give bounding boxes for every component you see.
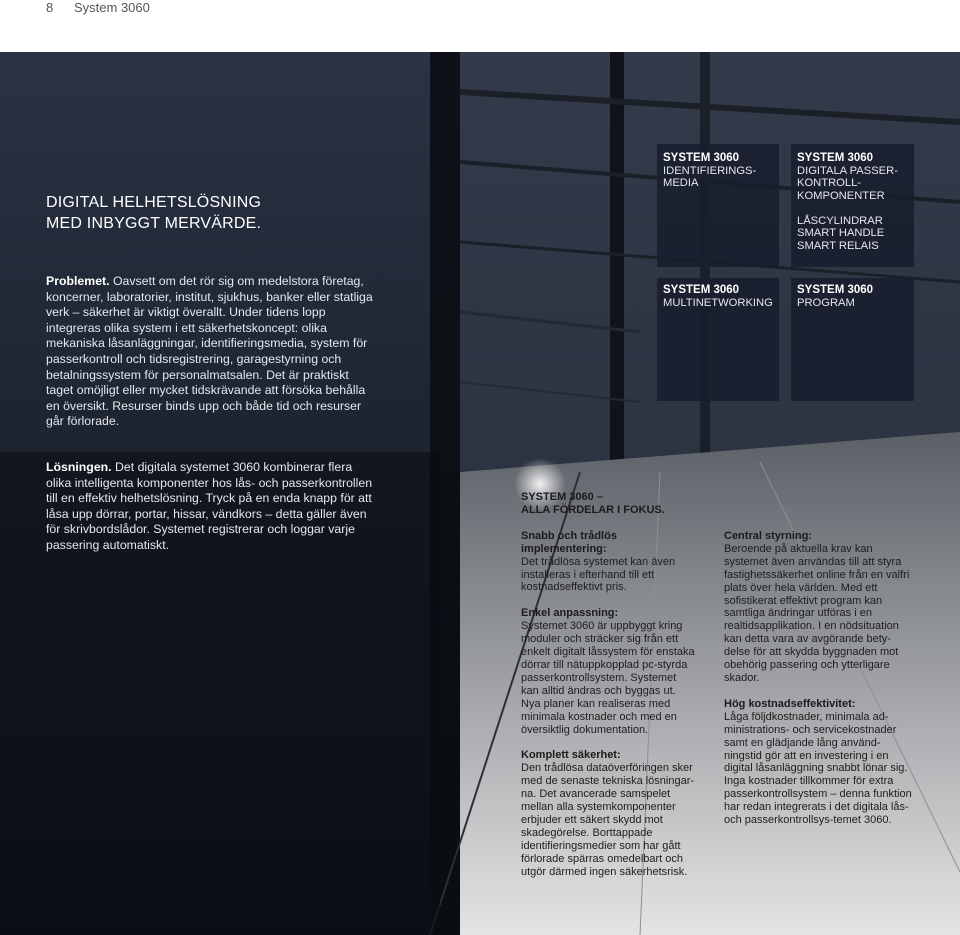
advantage-text: Den trådlösa dataöverföringen sker med de senaste tekniska lösningar-na. Det avancerade samspelet mellan alla systemkomponenter erbjuder ett säkert skydd mot skadegörelse. Borttappade identifieringsmedier som har gått förlorade spärras omedelbart och utgör därmed ingen säkerhetsrisk.: [521, 762, 695, 878]
tile-program: [791, 278, 914, 401]
advantage-title: Komplett säkerhet:: [521, 749, 621, 762]
advantage-text: Det trådlösa systemet kan även installeras i efterhand till ett kostnadseffektivt pris.: [521, 555, 676, 594]
solution-label: Lösningen.: [46, 460, 112, 474]
advantages-heading-line1: SYSTEM 3060 –: [521, 491, 603, 503]
advantages-left-column: [521, 491, 696, 891]
intro-heading-line2: MED INBYGGT MERVÄRDE.: [46, 215, 262, 232]
tile-list-item: SMART RELAIS: [797, 239, 879, 252]
advantages-heading-line2: ALLA FÖRDELAR I FOKUS.: [521, 503, 665, 516]
advantage-text: Beroende på aktuella krav kan systemet även användas till att styra fastighetssäkerhet online från en valfri plats över hela världen. Med ett sofistikerat effektivt program kan samtliga ändringar utföras i en realtidsapplikation. I en nödsituation kan detta vara av avgörande bety-delse för att skydda byggnaden mot obehörig passering och ytterligare skador.: [724, 542, 910, 684]
advantage-item: [724, 698, 914, 827]
problem-text: Oavsett om det rör sig om medelstora företag, koncerner, laboratorier, institut, sjukhus, banker eller statliga verk – säkerhet är viktigt överallt. Under tidens lopp integreras olika system i ett säkerhetskoncept: olika mekaniska låsanläggningar, identifieringsmedia, system för passerkontroll och tidsregistrering, garagestyrning och betalningssystem för personalmatsalen. Det är praktiskt taget omöjligt eller mycket tidskrävande att försöka behålla en översikt. Resurser binds upp och både tid och resurser går förlorade.: [46, 274, 373, 429]
tile-subtitle: PROGRAM: [797, 297, 855, 309]
tile-subtitle: MULTINETWORKING: [663, 297, 773, 309]
advantage-title: Snabb och trådlös implementering:: [521, 529, 617, 555]
tile-multinetworking: [657, 278, 779, 401]
advantage-item: [521, 607, 696, 736]
solution-paragraph: [46, 460, 376, 554]
tile-access-components: [791, 144, 914, 267]
advantage-title: Enkel anpassning:: [521, 607, 619, 620]
advantage-text: Låga följdkostnader, minimala ad-ministrations- och servicekostnader samt en glädjande lång använd-ningstid gör att en investering i en digital låsanläggning snabbt lönar sig. Inga kostnader tillkommer för extra passerkontrollsystem – denna funktion har redan integrerats i det digitala lås- och passerkontrollsys-temet 3060.: [724, 710, 912, 827]
tile-list: [797, 215, 884, 252]
advantage-title: Central styrning:: [724, 530, 813, 542]
advantage-item: [521, 530, 696, 595]
tile-title: SYSTEM 3060: [797, 152, 874, 164]
solution-text: Det digitala systemet 3060 kombinerar flera olika intelligenta komponenter hos lås- och passerkontrollen till en effektiv helhetslösning. Tryck på en enda knapp för att låsa upp dörrar, portar, hissar, vändkors – detta gäller även för skrivbordslådor. Systemet registrerar och loggar varje passering automatiskt.: [46, 460, 373, 552]
problem-label: Problemet.: [46, 274, 110, 288]
tile-subtitle: DIGITALA PASSER- KONTROLL- KOMPONENTER: [797, 165, 898, 202]
tile-title: SYSTEM 3060: [663, 152, 740, 164]
page-number: 8: [46, 0, 54, 15]
advantages-heading: [521, 491, 696, 517]
intro-heading-line1: DIGITAL HELHETSLÖSNING: [46, 194, 262, 211]
advantage-item: [724, 530, 914, 685]
tile-identification-media: [657, 144, 779, 267]
advantage-item: [521, 749, 696, 878]
tile-list-item: LÅSCYLINDRAR: [797, 215, 883, 227]
page-header: [0, 0, 960, 52]
tile-list-item: SMART HANDLE: [797, 227, 885, 240]
tile-title: SYSTEM 3060: [663, 284, 740, 296]
advantage-title: Hög kostnadseffektivitet:: [724, 697, 856, 710]
tile-title: SYSTEM 3060: [797, 284, 874, 296]
advantages-right-column: [724, 530, 914, 840]
tile-subtitle: IDENTIFIERINGS- MEDIA: [663, 165, 757, 190]
intro-heading: [46, 192, 261, 234]
problem-paragraph: [46, 274, 376, 430]
advantage-text: Systemet 3060 är uppbyggt kring moduler och sträcker sig från ett enkelt digitalt låssystem för enstaka dörrar till nätuppkopplad pc-styrda passerkontrollsystem. Systemet kan alltid ändras och byggas ut. Nya planer kan realiseras med minimala kostnader och med en översiktlig dokumentation.: [521, 620, 695, 736]
page-title: System 3060: [74, 0, 150, 15]
